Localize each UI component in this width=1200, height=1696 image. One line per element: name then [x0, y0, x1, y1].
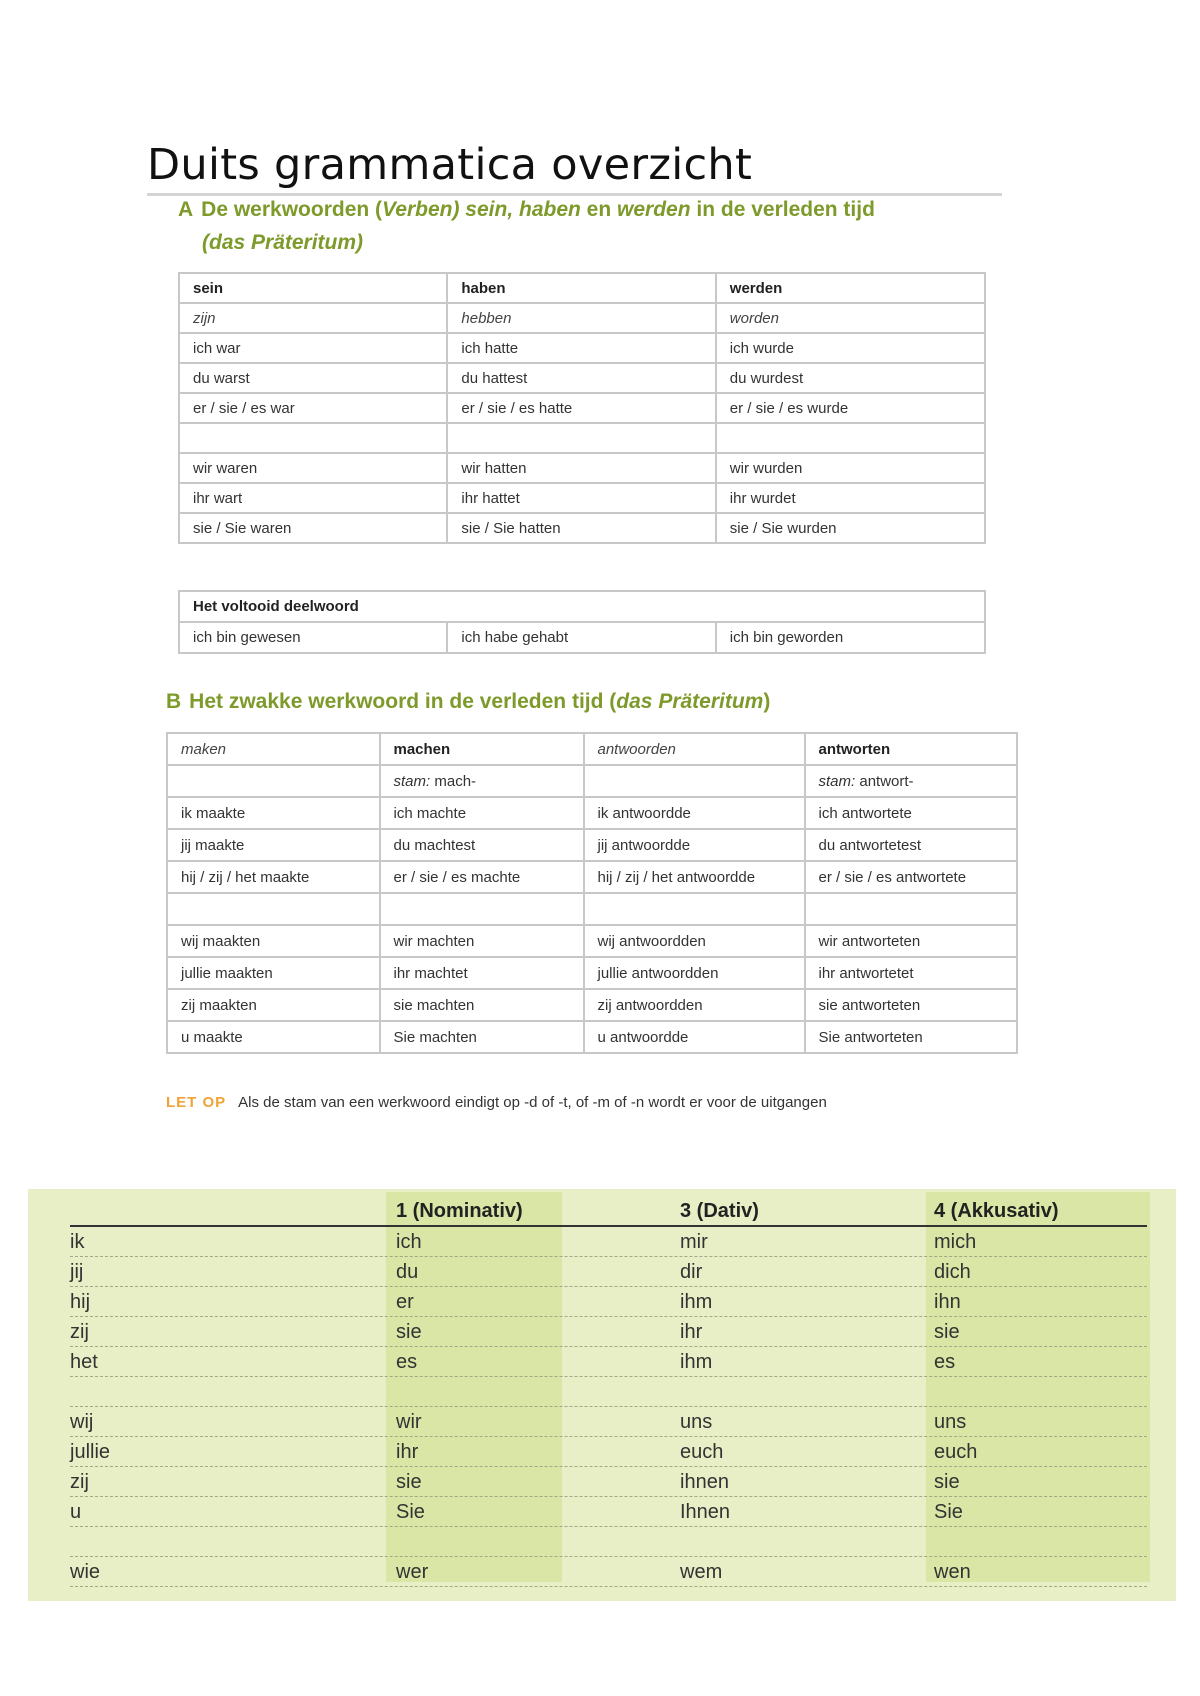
pronoun-cell: ich — [396, 1231, 422, 1253]
pronoun-cell: ik — [70, 1231, 85, 1253]
table-cell — [584, 893, 805, 925]
table-cell — [805, 893, 1018, 925]
table-cell — [380, 893, 584, 925]
table-cell: sie / Sie wurden — [716, 513, 985, 543]
table-row — [167, 861, 1017, 893]
table-cell — [447, 423, 715, 453]
pronoun-cell: sie — [396, 1321, 422, 1343]
table-cell: hebben — [447, 303, 715, 333]
heading-b-end: ) — [763, 690, 771, 713]
heading-a-part: De werkwoorden ( — [201, 198, 383, 221]
heading-b-italic: das Präteritum — [616, 690, 764, 713]
table-cell: er / sie / es machte — [380, 861, 584, 893]
table-cell: jij maakte — [167, 829, 380, 861]
pronoun-row — [70, 1257, 1147, 1287]
table-cell: wij maakten — [167, 925, 380, 957]
pronoun-cell: es — [396, 1351, 418, 1373]
table-cell: du warst — [179, 363, 447, 393]
table-cell: sie antworteten — [805, 989, 1018, 1021]
table-cell: ich bin geworden — [716, 622, 985, 653]
heading-a-part: sein, haben — [459, 198, 587, 221]
table-cell — [716, 423, 985, 453]
header-cell: haben — [447, 273, 715, 303]
table-cell: ik maakte — [167, 797, 380, 829]
pronoun-cell: hij — [70, 1291, 91, 1313]
pronoun-cell: uns — [934, 1411, 967, 1433]
pronoun-cell: sie — [396, 1471, 422, 1493]
table-cell: u maakte — [167, 1021, 380, 1053]
header-cell: maken — [167, 733, 380, 765]
pronoun-cell: euch — [680, 1441, 724, 1463]
header-akkusativ: 4 (Akkusativ) — [934, 1200, 1059, 1222]
table-cell: zijn — [179, 303, 447, 333]
table-cell: ich machte — [380, 797, 584, 829]
pronoun-cell: ihm — [680, 1291, 713, 1313]
pronoun-cell: du — [396, 1261, 419, 1283]
table-row — [167, 797, 1017, 829]
table-cell: zij antwoordden — [584, 989, 805, 1021]
table-cell: sie / Sie hatten — [447, 513, 715, 543]
pronoun-row — [70, 1227, 1147, 1257]
pronoun-cell: er — [396, 1291, 414, 1313]
table-cell: jullie maakten — [167, 957, 380, 989]
table-cell: du hattest — [447, 363, 715, 393]
stem-label: stam: — [393, 772, 431, 790]
pronoun-cell: wie — [70, 1561, 101, 1583]
pronoun-cell: ihnen — [680, 1471, 729, 1493]
heading-a-part: en — [586, 198, 612, 221]
pronoun-cell: ihm — [680, 1351, 713, 1373]
pronoun-cell: wij — [70, 1411, 94, 1433]
table-cell: wir antworteten — [805, 925, 1018, 957]
table-row — [167, 829, 1017, 861]
title-underline — [147, 193, 1002, 196]
pronoun-table — [70, 1196, 1147, 1587]
stem-value: antwort- — [859, 772, 914, 790]
pronoun-row — [70, 1287, 1147, 1317]
table-cell: sie machten — [380, 989, 584, 1021]
table-row — [179, 453, 985, 483]
table-cell: wir waren — [179, 453, 447, 483]
table-cell: ich hatte — [447, 333, 715, 363]
pronoun-row — [70, 1497, 1147, 1527]
table-row — [167, 1021, 1017, 1053]
heading-b-text: Het zwakke werkwoord in de verleden tijd ( — [189, 690, 617, 713]
stem-value: mach- — [434, 772, 477, 790]
table-cell: ich habe gehabt — [447, 622, 715, 653]
pronoun-cell: wem — [680, 1561, 723, 1583]
table-row — [179, 483, 985, 513]
pronoun-cell: mir — [680, 1231, 708, 1253]
table-cell: Sie machten — [380, 1021, 584, 1053]
pronoun-cell: dich — [934, 1261, 971, 1283]
pronoun-cell: het — [70, 1351, 98, 1373]
table-cell: ich antwortete — [805, 797, 1018, 829]
pronoun-row — [70, 1347, 1147, 1377]
pronoun-cell: es — [934, 1351, 956, 1373]
heading-a-part: werden — [611, 198, 691, 221]
pronoun-row — [70, 1437, 1147, 1467]
table-cell: ihr machtet — [380, 957, 584, 989]
table-row — [179, 363, 985, 393]
pronoun-row-blank — [70, 1527, 1147, 1557]
pronoun-row — [70, 1407, 1147, 1437]
pronoun-cell: ihr — [396, 1441, 419, 1463]
table-header-row — [179, 273, 985, 303]
table-cell: du machtest — [380, 829, 584, 861]
pronoun-cell: Ihnen — [680, 1501, 731, 1523]
stem-label: stam: — [818, 772, 856, 790]
pronoun-cell: zij — [70, 1321, 89, 1343]
table-row — [167, 989, 1017, 1021]
pronoun-cell: wer — [396, 1561, 429, 1583]
table-cell: hij / zij / het antwoordde — [584, 861, 805, 893]
table-row-blank — [167, 893, 1017, 925]
pronoun-cell: wen — [934, 1561, 971, 1583]
table-cell: ihr hattet — [447, 483, 715, 513]
table-cell: sie / Sie waren — [179, 513, 447, 543]
pronoun-row — [70, 1317, 1147, 1347]
pronoun-cell: wir — [396, 1411, 422, 1433]
participle-heading: Het voltooid deelwoord — [179, 591, 985, 622]
table-cell: wir machten — [380, 925, 584, 957]
section-b-heading — [166, 690, 770, 714]
pronoun-cell: zij — [70, 1471, 89, 1493]
pronoun-cell: sie — [934, 1321, 960, 1343]
table-header-row — [167, 733, 1017, 765]
table-cell: ihr wurdet — [716, 483, 985, 513]
pronoun-row — [70, 1557, 1147, 1587]
table-row — [179, 333, 985, 363]
header-cell: sein — [179, 273, 447, 303]
table-cell: wir wurden — [716, 453, 985, 483]
table-cell: jij antwoordde — [584, 829, 805, 861]
pronoun-cell: mich — [934, 1231, 977, 1253]
pronoun-cell: ihn — [934, 1291, 961, 1313]
section-a-letter: A — [178, 198, 194, 221]
table-cell: er / sie / es hatte — [447, 393, 715, 423]
pronoun-cell: jij — [70, 1261, 84, 1283]
pronoun-cell: sie — [934, 1471, 960, 1493]
table-cell: Sie antworteten — [805, 1021, 1018, 1053]
header-dativ: 3 (Dativ) — [680, 1200, 759, 1222]
table-cell: jullie antwoordden — [584, 957, 805, 989]
heading-a-part: Verben) — [382, 198, 460, 221]
pronoun-cell: uns — [680, 1411, 713, 1433]
pronoun-cell: Sie — [396, 1501, 425, 1523]
table-row — [167, 925, 1017, 957]
table-cell: hij / zij / het maakte — [167, 861, 380, 893]
pronoun-header-row — [70, 1196, 1147, 1227]
table-cell: wij antwoordden — [584, 925, 805, 957]
heading-a-line2: (das Präteritum) — [202, 231, 364, 254]
table-cell — [167, 765, 380, 797]
table-cell: zij maakten — [167, 989, 380, 1021]
stem-cell — [380, 765, 584, 797]
table-cell: er / sie / es wurde — [716, 393, 985, 423]
table-row — [179, 622, 985, 653]
table-row-blank — [179, 423, 985, 453]
table-cell: ich war — [179, 333, 447, 363]
let-op-note — [166, 1094, 827, 1111]
table-weak-verbs — [166, 732, 1018, 1054]
translation-row — [179, 303, 985, 333]
table-cell: worden — [716, 303, 985, 333]
table-row — [179, 393, 985, 423]
table-row — [167, 957, 1017, 989]
let-op-text: Als de stam van een werkwoord eindigt op -d of -t, of -m of -n wordt er voor de uitgangen — [238, 1094, 827, 1111]
section-a-heading — [178, 198, 875, 222]
table-cell: du antwortetest — [805, 829, 1018, 861]
table-cell: wir hatten — [447, 453, 715, 483]
page-title: Duits grammatica overzicht — [147, 140, 753, 190]
table-header-row — [179, 591, 985, 622]
let-op-tag: LET OP — [166, 1094, 227, 1111]
stem-row — [167, 765, 1017, 797]
pronoun-cell: dir — [680, 1261, 703, 1283]
pronoun-row-blank — [70, 1377, 1147, 1407]
section-a-heading-line2 — [202, 231, 363, 255]
table-cell — [179, 423, 447, 453]
pronoun-cell: Sie — [934, 1501, 963, 1523]
table-cell: er / sie / es antwortete — [805, 861, 1018, 893]
table-cell — [584, 765, 805, 797]
table-cell: du wurdest — [716, 363, 985, 393]
table-cell: er / sie / es war — [179, 393, 447, 423]
table-cell: u antwoordde — [584, 1021, 805, 1053]
table-cell — [167, 893, 380, 925]
header-cell: machen — [380, 733, 584, 765]
header-nominativ: 1 (Nominativ) — [396, 1200, 523, 1222]
pronoun-cell: jullie — [70, 1441, 111, 1463]
pronoun-cell: ihr — [680, 1321, 703, 1343]
pronoun-row — [70, 1467, 1147, 1497]
pronoun-cell: u — [70, 1501, 82, 1523]
table-row — [179, 513, 985, 543]
header-cell: antworten — [805, 733, 1018, 765]
pronoun-cell: euch — [934, 1441, 978, 1463]
header-cell: werden — [716, 273, 985, 303]
table-participle — [178, 590, 986, 654]
header-cell: antwoorden — [584, 733, 805, 765]
heading-a-part: in de verleden tijd — [690, 198, 875, 221]
stem-cell — [805, 765, 1018, 797]
table-cell: ihr wart — [179, 483, 447, 513]
table-cell: ihr antwortetet — [805, 957, 1018, 989]
section-b-letter: B — [166, 690, 182, 713]
table-cell: ich wurde — [716, 333, 985, 363]
table-sein-haben-werden — [178, 272, 986, 544]
table-cell: ik antwoordde — [584, 797, 805, 829]
table-cell: ich bin gewesen — [179, 622, 447, 653]
